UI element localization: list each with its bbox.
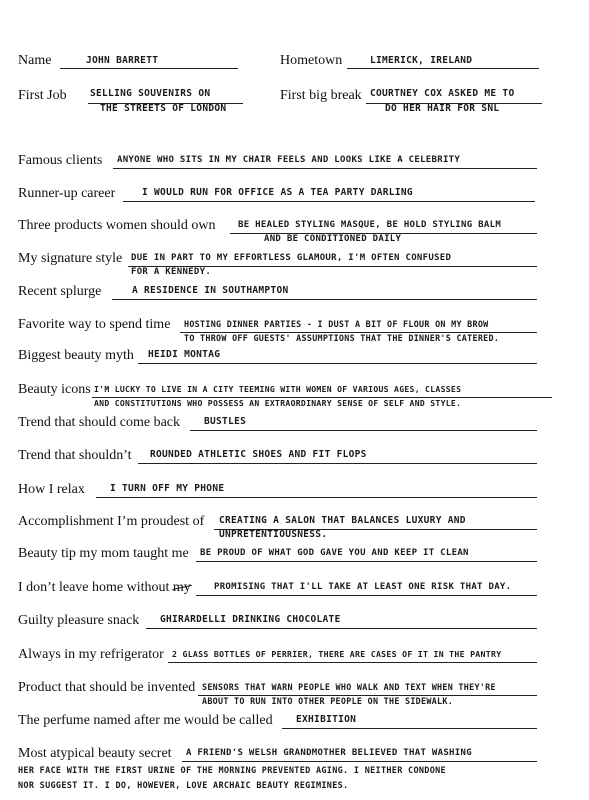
name-label: Name [18,53,52,68]
favorite-way-answer-line2: TO THROW OFF GUESTS' ASSUMPTIONS THAT THE DINNER'S CATERED. [184,333,500,343]
perfume-line [282,728,537,729]
runner-up-career-line [123,201,535,202]
beauty-icons-answer-line1: I'M LUCKY TO LIVE IN A CITY TEEMING WITH WOMEN OF VARIOUS AGES, CLASSES [94,384,462,394]
beauty-icons-label: Beauty icons [18,382,91,397]
atypical-secret-answer-line3: NOR SUGGEST IT. I DO, HOWEVER, LOVE ARCHAIC BEAUTY REGIMINES. [18,781,349,791]
refrigerator-answer: 2 GLASS BOTTLES OF PERRIER, THERE ARE CASES OF IT IN THE PANTRY [172,649,502,659]
first-big-break-label: First big break [280,88,362,103]
product-invented-label: Product that should be invented [18,680,196,695]
atypical-secret-answer-line2: HER FACE WITH THE FIRST URINE OF THE MORNING PREVENTED AGING. I NEITHER CONDONE [18,766,446,776]
struck-word: my [172,580,191,595]
dont-leave-home-line [196,595,537,596]
atypical-secret-answer-line1: A FRIEND'S WELSH GRANDMOTHER BELIEVED THAT WASHING [186,748,472,758]
first-job-answer-line2: THE STREETS OF LONDON [100,103,227,114]
hometown-label: Hometown [280,53,343,68]
hometown-line [347,68,539,69]
first-job-answer-line1: SELLING SOUVENIRS ON [90,88,211,99]
atypical-secret-line [182,761,537,762]
name-line [60,68,238,69]
beauty-myth-answer: HEIDI MONTAG [148,349,221,360]
how-i-relax-label: How I relax [18,482,85,497]
signature-style-answer-line2: FOR A KENNEDY. [131,267,212,277]
trend-shouldnt-label: Trend that shouldn’t [18,448,132,463]
trend-come-back-answer: BUSTLES [204,416,247,427]
first-big-break-answer-line1: COURTNEY COX ASKED ME TO [370,88,515,99]
famous-clients-line [113,168,537,169]
first-big-break-answer-line2: DO HER HAIR FOR SNL [385,103,500,114]
product-invented-answer-line2: ABOUT TO RUN INTO OTHER PEOPLE ON THE SIDEWALK. [202,696,454,706]
guilty-snack-label: Guilty pleasure snack [18,613,140,628]
famous-clients-answer: ANYONE WHO SITS IN MY CHAIR FEELS AND LOOKS LIKE A CELEBRITY [117,155,461,165]
dont-leave-home-label [18,580,191,596]
beauty-myth-line [138,363,537,364]
refrigerator-label: Always in my refrigerator [18,647,164,662]
recent-splurge-label: Recent splurge [18,284,102,299]
perfume-label: The perfume named after me would be called [18,713,273,728]
trend-come-back-line [190,430,537,431]
beauty-icons-answer-line2: AND CONSTITUTIONS WHO POSSESS AN EXTRAORDINARY SENSE OF SELF AND STYLE. [94,398,462,408]
three-products-answer-line2: AND BE CONDITIONED DAILY [264,234,402,244]
runner-up-career-label: Runner-up career [18,186,116,201]
name-answer: JOHN BARRETT [86,55,159,66]
signature-style-label: My signature style [18,251,123,266]
guilty-snack-line [146,628,537,629]
three-products-answer-line1: BE HEALED STYLING MASQUE, BE HOLD STYLING BALM [238,220,502,230]
atypical-secret-label: Most atypical beauty secret [18,746,172,761]
beauty-myth-label: Biggest beauty myth [18,348,134,363]
hometown-answer: LIMERICK, IRELAND [370,55,473,66]
recent-splurge-answer: A RESIDENCE IN SOUTHAMPTON [132,285,289,296]
signature-style-answer-line1: DUE IN PART TO MY EFFORTLESS GLAMOUR, I'M OFTEN CONFUSED [131,253,452,263]
favorite-way-label: Favorite way to spend time [18,317,171,332]
trend-come-back-label: Trend that should come back [18,415,181,430]
trend-shouldnt-answer: ROUNDED ATHLETIC SHOES AND FIT FLOPS [150,449,367,460]
product-invented-answer-line1: SENSORS THAT WARN PEOPLE WHO WALK AND TEXT WHEN THEY'RE [202,682,496,692]
mom-tip-answer: BE PROUD OF WHAT GOD GAVE YOU AND KEEP IT CLEAN [200,548,469,558]
favorite-way-answer-line1: HOSTING DINNER PARTIES - I DUST A BIT OF FLOUR ON MY BROW [184,319,489,329]
recent-splurge-line [112,299,537,300]
accomplishment-answer-line2: UNPRETENTIOUSNESS. [219,529,328,540]
guilty-snack-answer: GHIRARDELLI DRINKING CHOCOLATE [160,614,341,625]
mom-tip-line [196,561,537,562]
perfume-answer: EXHIBITION [296,714,357,725]
first-job-label: First Job [18,88,67,103]
famous-clients-label: Famous clients [18,153,103,168]
dont-leave-home-answer: PROMISING THAT I'LL TAKE AT LEAST ONE RISK THAT DAY. [214,582,512,592]
trend-shouldnt-line [138,463,537,464]
dont-leave-home-label-text: I don’t leave home without [18,580,170,595]
how-i-relax-line [96,497,537,498]
refrigerator-line [168,662,537,663]
mom-tip-label: Beauty tip my mom taught me [18,546,189,561]
accomplishment-answer-line1: CREATING A SALON THAT BALANCES LUXURY AND [219,515,466,526]
accomplishment-label: Accomplishment I’m proudest of [18,514,205,529]
three-products-label: Three products women should own [18,218,216,233]
how-i-relax-answer: I TURN OFF MY PHONE [110,483,225,494]
runner-up-career-answer: I WOULD RUN FOR OFFICE AS A TEA PARTY DARLING [142,187,413,198]
